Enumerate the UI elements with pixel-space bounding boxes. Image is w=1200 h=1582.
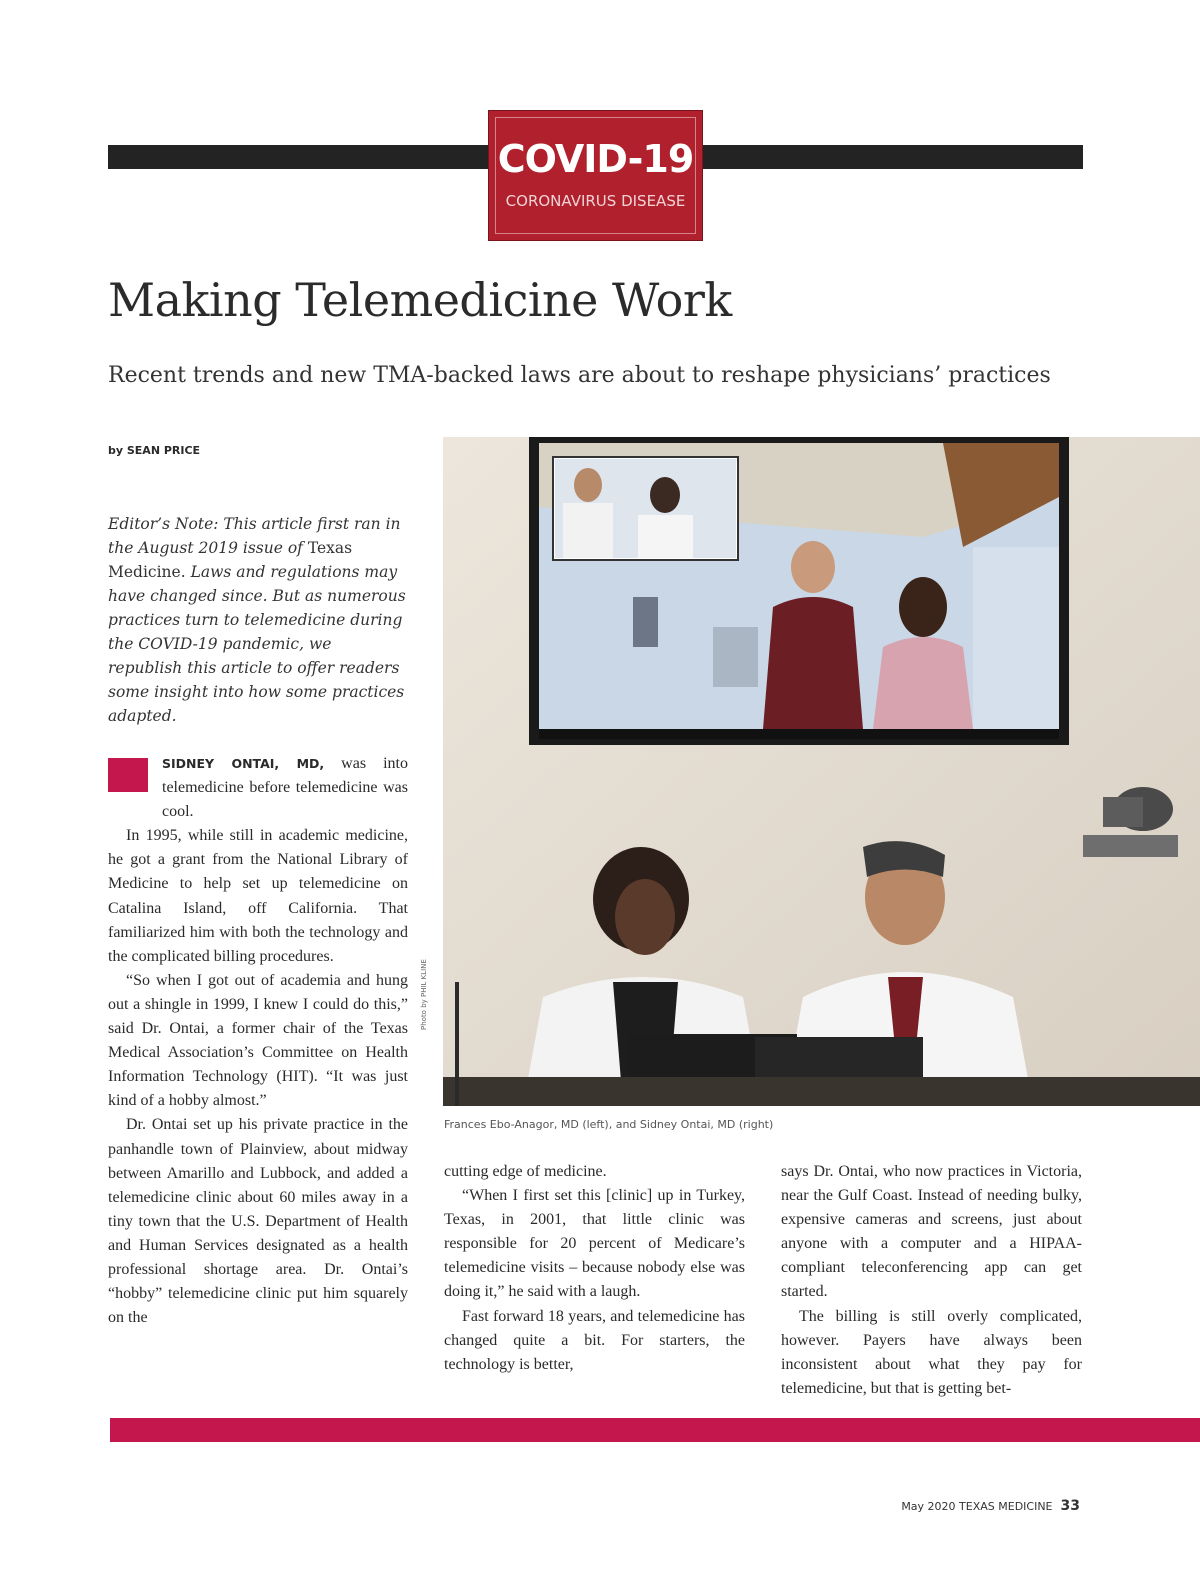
badge-title: COVID-19 bbox=[497, 137, 694, 181]
body-paragraph-continued: cutting edge of medicine. bbox=[444, 1163, 607, 1180]
body-paragraph: In 1995, while still in academic medicine, he got a grant from the National Library of Medicine to help set up telemedicine on Catalina Island, off California. That familiarized him with both the technology and the complicated billing procedures. bbox=[108, 827, 408, 965]
lead-line bbox=[108, 752, 408, 824]
photo-illustration bbox=[443, 437, 1200, 1106]
photo-credit: Photo by PHIL KLINE bbox=[420, 959, 428, 1030]
body-paragraph: Fast forward 18 years, and telemedicine has changed quite a bit. For starters, the technology is better, bbox=[444, 1307, 745, 1373]
lead-paragraph bbox=[108, 752, 408, 824]
body-column-2 bbox=[444, 1160, 745, 1377]
bottom-rule bbox=[110, 1418, 1200, 1442]
deck-subtitle: Recent trends and new TMA-backed laws are about to reshape physicians’ practices bbox=[108, 363, 1051, 388]
badge-subtitle: CORONAVIRUS DISEASE bbox=[505, 192, 686, 210]
editor-note bbox=[108, 512, 408, 728]
body-paragraph: The billing is still overly complicated, however. Payers have always been inconsistent about what they pay for telemedicine, but that is getting bet- bbox=[781, 1307, 1082, 1397]
issue-label: May 2020 TEXAS MEDICINE bbox=[901, 1500, 1053, 1513]
body-paragraph: “When I first set this [clinic] up in Turkey, Texas, in 2001, that little clinic was responsible for 20 percent of Medicare’s telemedicine visits – because nobody else was doing it,” he said with a laugh. bbox=[444, 1187, 745, 1301]
body-paragraph: Dr. Ontai set up his private practice in the panhandle town of Plainview, about midway between Amarillo and Lubbock, and added a telemedicine clinic about 60 miles away in a tiny town that the U.S. Department of Health and Human Services designated as a health professional shortage area. Dr. Ontai’s “hobby” telemedicine clinic put him squarely on the bbox=[108, 1116, 408, 1327]
lead-name: SIDNEY ONTAI, MD, bbox=[162, 756, 325, 771]
body-paragraph: “So when I got out of academia and hung out a shingle in 1999, I knew I could do this,” said Dr. Ontai, a former chair of the Texas Medical Association’s Committee on Health Information Technology (HIT). “It was just kind of a hobby almost.” bbox=[108, 971, 408, 1110]
editor-note-text-2: Laws and regulations may have changed since. But as numerous practices turn to telemedicine during the COVID-19 pandemic, we republish this article to offer readers some insight into how some practices adapted. bbox=[108, 563, 406, 725]
article-photo bbox=[443, 437, 1200, 1106]
editor-note-text-1: Editor’s Note: This article first ran in the August 2019 issue of bbox=[108, 515, 401, 557]
covid-badge bbox=[488, 110, 703, 241]
editor-note-publication: Texas Medicine. bbox=[108, 539, 353, 581]
body-column-3 bbox=[781, 1160, 1082, 1401]
photo-caption: Frances Ebo-Anagor, MD (left), and Sidney Ontai, MD (right) bbox=[444, 1118, 774, 1131]
body-paragraph-continued: says Dr. Ontai, who now practices in Victoria, near the Gulf Coast. Instead of needing bulky, expensive cameras and screens, just about anyone with a computer and a HIPAA-compliant teleconferencing app can get started. bbox=[781, 1163, 1082, 1301]
page-number: 33 bbox=[1060, 1498, 1080, 1514]
lead-text: was into telemedicine before telemedicine was cool. bbox=[162, 755, 408, 821]
page-footer bbox=[901, 1498, 1080, 1514]
body-column-1 bbox=[108, 752, 408, 1330]
byline: by SEAN PRICE bbox=[108, 444, 201, 457]
page-title: Making Telemedicine Work bbox=[108, 273, 732, 327]
